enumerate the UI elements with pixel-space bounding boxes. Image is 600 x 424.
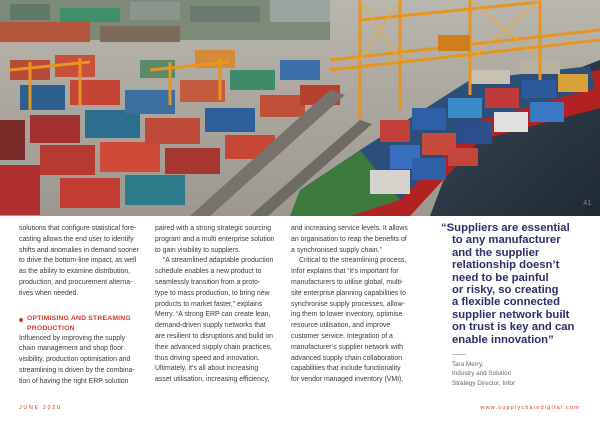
text-line: Infor explains that “it’s important for [291,268,399,276]
text-line: ing them to lower inventory, optimise [291,311,403,319]
text-line: manufacturers to utilise global, multi- [291,278,404,286]
text-line: as the ability to examine distribution, [19,268,131,276]
text-line: advanced supply chain collaboration [291,354,403,362]
text-line: Influenced by improving the supply [19,334,126,342]
quote-attribution [452,360,515,388]
text-line: program and a multi enterprise solution [155,235,275,243]
pull-quote-line: or risky, so creating [452,284,559,297]
text-line: to drive the bottom-line impact, as well [19,257,137,265]
attribution-role: Strategy Director, Infor [452,379,515,387]
text-line: “A streamlined adaptable production [163,257,274,265]
col1-paragraph [19,224,145,300]
pull-quote-line: enable innovation” [452,333,554,346]
quote-divider [452,354,466,355]
text-line: paired with a strong strategic sourcing [155,225,272,232]
pull-quote [441,222,587,346]
text-line: solutions that configure statistical fore- [19,225,137,232]
text-line: production, and procurement alterna- [19,278,133,286]
footer-url: www.supplychaindigital.com [480,405,580,411]
text-line: an organisation to reap the benefits of [291,235,407,243]
section-heading [19,314,145,334]
text-line: type to mass production, to bring new [155,289,270,297]
attribution-name: Tara Merry, [452,361,484,368]
text-line: a synchronised supply chain.” [291,246,382,254]
text-line: site enterprise planning capabilities to [291,289,406,297]
text-line: tion of having the right ERP solution [19,377,129,385]
text-line: shifts and anomalies in demand sooner [19,246,139,254]
section-heading-line2: PRODUCTION [27,324,75,332]
text-line: capabilities that include functionality [291,365,401,373]
column-3 [291,224,423,386]
bullet-icon [19,318,23,322]
column-2 [155,224,282,386]
text-line: for vendor managed inventory (VMI), [291,376,404,384]
text-line: Merry. “A strong ERP can create lean, [155,311,271,319]
text-line: are resilient to disruptions and build on [155,332,273,340]
text-line: and increasing service levels. It allows [291,225,408,232]
text-line: asset utilisation, increasing efficiency, [155,376,270,384]
col1-paragraph-2 [19,334,145,388]
pull-quote-line: to any manufacturer [452,234,561,247]
col2-paragraph-1 [155,224,282,256]
pull-quote-line: relationship doesn’t [452,259,560,272]
col3-paragraph-1 [291,224,423,256]
attribution-role: Industry and Solution [452,370,512,378]
pull-quote-line: “Suppliers are essential [441,222,570,234]
text-line: to gain visibility to suppliers. [155,246,241,254]
pull-quote-line: need to be painful [452,271,549,284]
text-line: seamlessly transition from a proto- [155,278,261,286]
text-line: streamlining is driven by the combina- [19,366,135,374]
text-line: thus driving speed and innovation. [155,354,260,362]
text-line: Critical to the streamlining process, [299,257,407,265]
text-line: their advanced supply chain practices, [155,343,272,351]
pull-quote-line: supplier network built [452,308,570,321]
text-line: visibility, production optimisation and [19,356,131,364]
col2-paragraph-2 [155,256,282,386]
page-number: 41 [583,200,592,207]
col3-paragraph-2 [291,256,423,386]
text-line: demand-driven supply networks that [155,322,266,330]
footer-date: JUNE 2020 [19,405,62,411]
text-line: casting allows the end user to identify [19,235,134,243]
section-heading-line1: OPTIMISING AND STREAMING [27,314,131,322]
text-line: manufacturer’s supplier network with [291,343,403,351]
text-line: customer service. Integration of a [291,332,393,340]
pull-quote-line: a flexible connected [452,296,560,309]
text-line: synchronise supply processes, allow- [291,300,405,308]
text-line: tives when needed. [19,289,79,297]
text-line: resource utilisation, and improve [291,322,391,330]
text-line: schedule enables a new product to [155,268,262,276]
text-line: Ultimately, it’s all about increasing [155,365,259,373]
text-line: products to market faster,” explains [155,300,263,308]
pull-quote-line: and the supplier [452,246,540,259]
text-line: chain management and shop floor [19,345,124,353]
pull-quote-line: on trust is key and can [452,321,575,334]
column-1 [19,224,145,388]
